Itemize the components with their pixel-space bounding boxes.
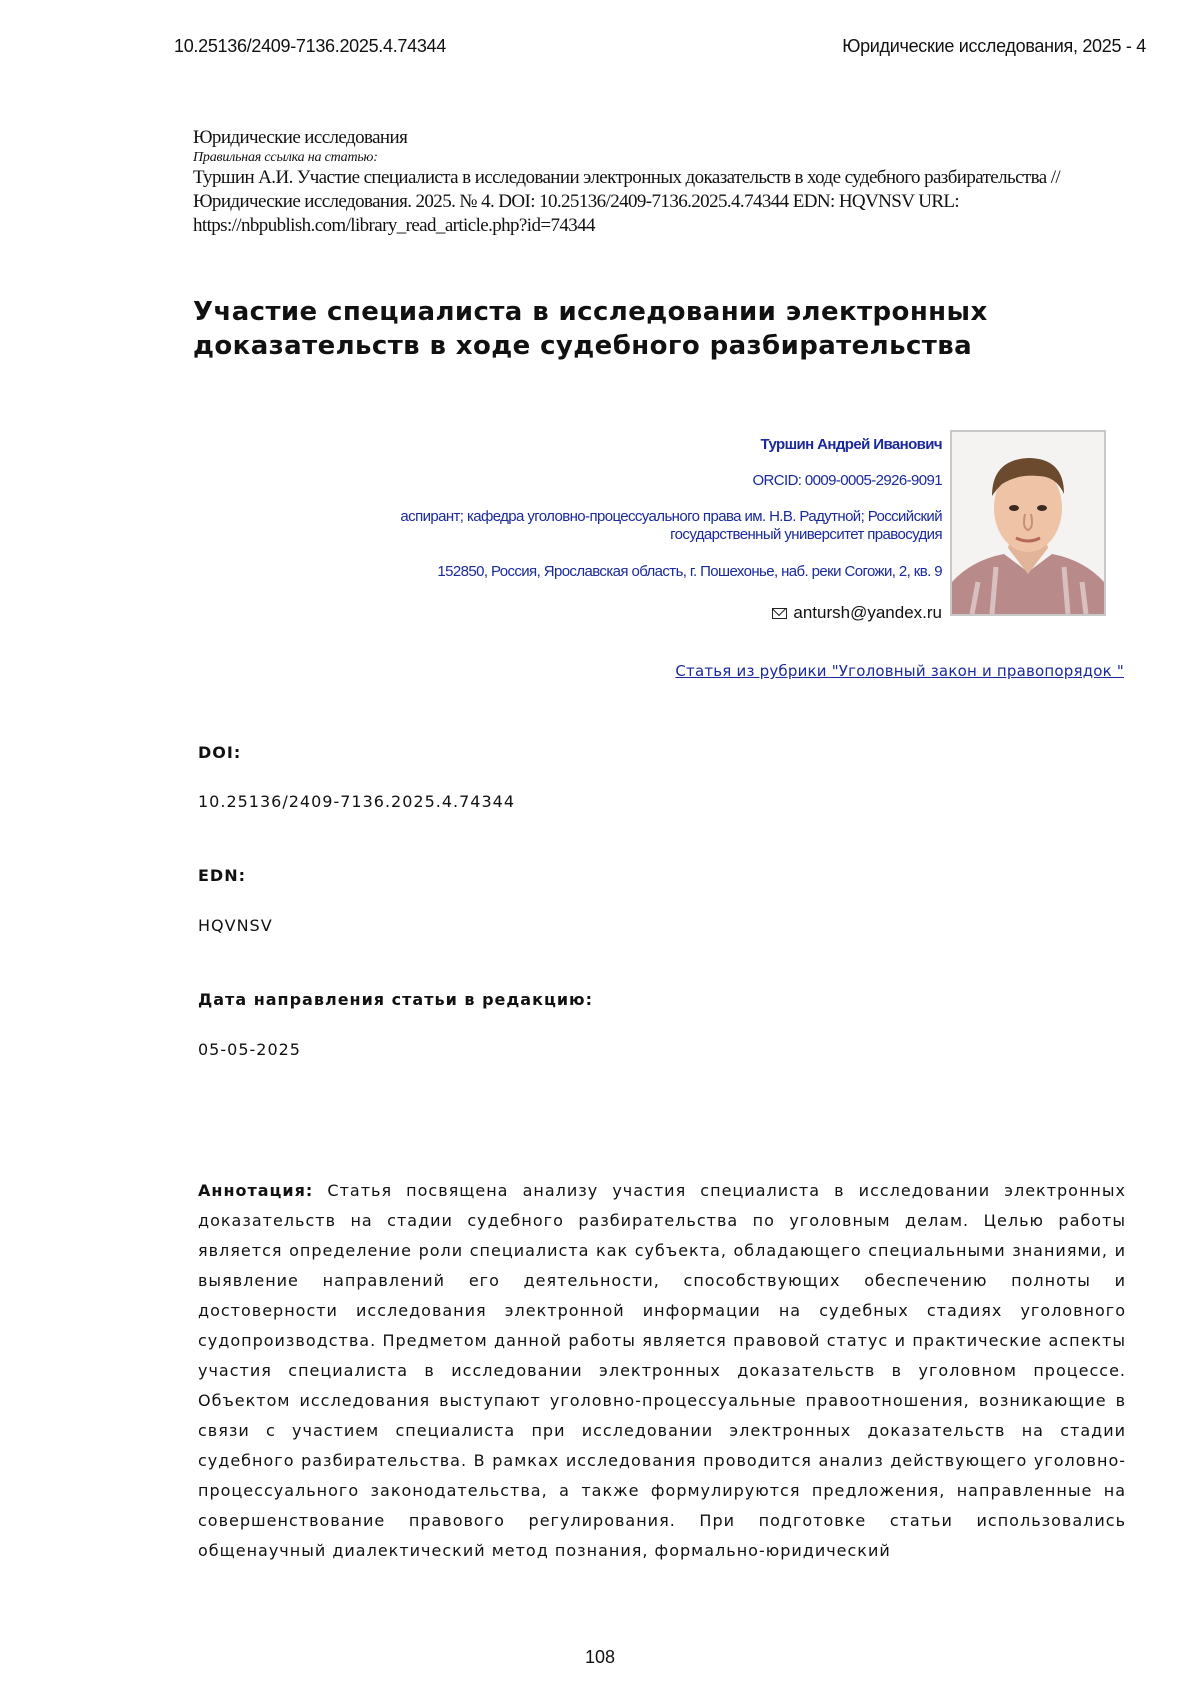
submission-date-value: 05-05-2025 [198,1040,301,1059]
doi-value: 10.25136/2409-7136.2025.4.74344 [198,792,515,811]
citation-text: Туршин А.И. Участие специалиста в исследовании электронных доказательств в ходе судебного разбирательства // Юридические исследования. 2025. № 4. DOI: 10.25136/2409-7136.2025.4.74344 EDN: HQVNSV URL: https://nbpublish.com/library_read_article.php?id=74344 [193,167,1061,236]
edn-label: EDN: [198,866,246,885]
citation-journal: Юридические исследования [193,127,408,148]
author-name: Туршин Андрей Иванович [760,436,942,453]
submission-date-label: Дата направления статьи в редакцию: [198,990,593,1009]
rubric-link[interactable]: Статья из рубрики "Уголовный закон и правопорядок " [675,662,1124,680]
edn-value: HQVNSV [198,916,273,935]
doi-label: DOI: [198,743,242,762]
author-affiliation-text: аспирант; кафедра уголовно-процессуального права им. Н.В. Радутной; Российский государственный университет правосудия [400,508,942,543]
envelope-icon [772,608,787,619]
citation-label: Правильная ссылка на статью: [193,150,378,165]
author-portrait-image [952,432,1104,614]
author-orcid[interactable]: ORCID: 0009-0005-2926-9091 [752,472,942,489]
abstract-label: Аннотация: [198,1181,314,1200]
abstract-text: Статья посвящена анализу участия специалиста в исследовании электронных доказательств на стадии судебного разбирательства по уголовным делам. Целью работы является определение роли специалиста как субъекта, обладающего специальными знаниями, и выявление направлений его деятельности, способствующих обеспечению полноты и достоверности исследования электронной информации на судебных стадиях уголовного судопроизводства. Предметом данной работы является правовой статус и практические аспекты участия специалиста в исследовании электронных доказательств в уголовном процессе. Объектом исследования выступают уголовно-процессуальные правоотношения, возникающие в связи с участием специалиста при исследовании электронных доказательств на стадии судебного разбирательства. В рамках исследования проводится анализ действующего уголовно-процессуального законодательства, а также формулируются предложения, направленные на совершенствование правового регулирования. При подготовке статьи использовались общенаучный диалектический метод познания, формально-юридический [198,1181,1126,1560]
header-doi: 10.25136/2409-7136.2025.4.74344 [174,36,446,56]
author-affiliation [242,508,942,544]
author-address: 152850, Россия, Ярославская область, г. Пошехонье, наб. реки Согожи, 2, кв. 9 [437,563,942,580]
header-journal-issue: Юридические исследования, 2025 - 4 [842,36,1146,56]
abstract [198,1176,1126,1566]
article-title: Участие специалиста в исследовании электронных доказательств в ходе судебного разбирательства [193,297,988,361]
author-photo [950,430,1106,616]
author-email[interactable] [772,603,942,623]
page-number: 108 [584,1647,616,1667]
author-email-text[interactable]: antursh@yandex.ru [793,603,942,622]
citation-block [193,126,1073,238]
